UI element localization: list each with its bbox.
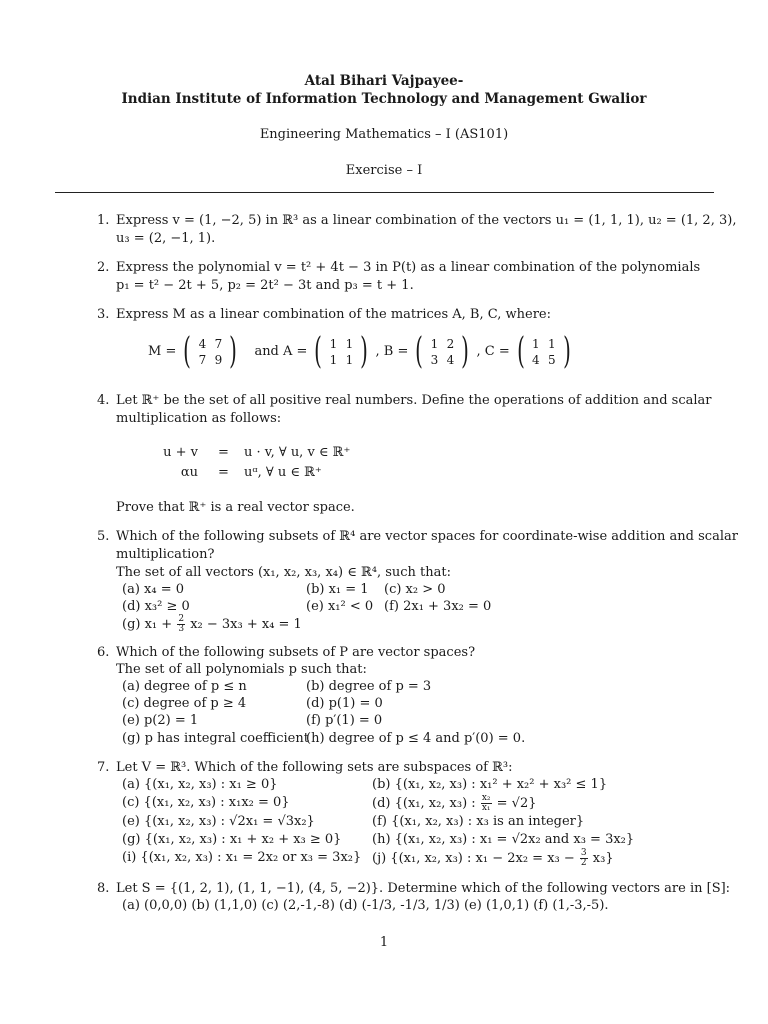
q7-j-suffix: x₃} [592, 851, 614, 866]
q7-option-g: (g) {(x₁, x₂, x₃) : x₁ + x₂ + x₃ ≥ 0} [122, 832, 342, 847]
q1-line-2: u₃ = (2, −1, 1). [116, 231, 216, 246]
q8-line-2: (a) (0,0,0) (b) (1,1,0) (c) (2,-1,-8) (d) (-1/3, -1/3, 1/3) (e) (1,0,1) (f) (1,-3,-5). [122, 898, 609, 913]
q1-line-1: Express v = (1, −2, 5) in ℝ³ as a linear combination of the vectors u₁ = (1, 1, 1), u₂ = (1, 2, 3), [116, 213, 737, 228]
q5-option-a: (a) x₄ = 0 [122, 582, 184, 597]
q7-number: 7. [97, 760, 110, 775]
q4-eq1-equals: = [218, 445, 229, 460]
matrix-entry: 4 [198, 337, 207, 351]
matrix-entry: 1 [329, 353, 338, 367]
matrix-entry: 7 [214, 337, 223, 351]
fraction-denominator: 2 [580, 858, 587, 868]
q7-option-j [372, 849, 614, 868]
q4-eq2-lhs: αu [180, 465, 198, 480]
q7-option-f: (f) {(x₁, x₂, x₃) : x₃ is an integer} [372, 814, 585, 829]
and-a-label: and A = [254, 344, 308, 359]
matrix-entry: 9 [214, 353, 223, 367]
q4-line-3: Prove that ℝ⁺ is a real vector space. [116, 500, 355, 515]
matrix-entry: 5 [547, 353, 556, 367]
fraction-numerator: x₂ [481, 793, 491, 803]
q4-line-1: Let ℝ⁺ be the set of all positive real numbers. Define the operations of addition and scalar [116, 393, 712, 408]
q7-option-c: (c) {(x₁, x₂, x₃) : x₁x₂ = 0} [122, 795, 290, 810]
q4-eq2-rhs: uᵅ, ∀ u ∈ ℝ⁺ [244, 465, 322, 480]
q4-eq2-equals: = [218, 465, 229, 480]
matrix-entry: 4 [531, 353, 540, 367]
q3-number: 3. [97, 307, 110, 322]
q7-j-prefix: (j) {(x₁, x₂, x₃) : x₁ − 2x₂ = x₃ − [372, 851, 575, 866]
q5-g-prefix: (g) x₁ + [122, 617, 173, 632]
fraction [177, 615, 185, 634]
matrix-entry: 1 [531, 337, 540, 351]
page-number: 1 [379, 935, 389, 950]
q7-line-1: Let V = ℝ³. Which of the following sets are subspaces of ℝ³: [116, 760, 513, 775]
matrix-equation [148, 331, 574, 372]
matrix-entry: 2 [446, 337, 455, 351]
q5-line-2: multiplication? [116, 547, 215, 562]
q7-option-h: (h) {(x₁, x₂, x₃) : x₁ = √2x₂ and x₃ = 3x₂} [372, 832, 635, 847]
course-title: Engineering Mathematics – I (AS101) [259, 127, 509, 142]
q5-option-b: (b) x₁ = 1 [306, 582, 369, 597]
q4-eq1-lhs: u + v [163, 445, 198, 460]
matrix-entry: 1 [329, 337, 338, 351]
q6-option-c: (c) degree of p ≥ 4 [122, 696, 247, 711]
q5-option-d: (d) x₃² ≥ 0 [122, 599, 190, 614]
matrix-m: ( 4 7 7 9 ) [183, 331, 238, 372]
institute-line-2: Indian Institute of Information Technology and Management Gwalior [121, 91, 647, 107]
q2-number: 2. [97, 260, 110, 275]
q5-option-f: (f) 2x₁ + 3x₂ = 0 [384, 599, 492, 614]
matrix-entry: 4 [446, 353, 455, 367]
q2-line-1: Express the polynomial v = t² + 4t − 3 in P(t) as a linear combination of the polynomials [116, 260, 701, 275]
q6-option-g: (g) p has integral coefficient [122, 731, 309, 746]
m-label: M = [148, 344, 177, 359]
q6-option-a: (a) degree of p ≤ n [122, 679, 247, 694]
q6-line-2: The set of all polynomials p such that: [116, 662, 367, 677]
b-label: , B = [375, 344, 409, 359]
q5-line-1: Which of the following subsets of ℝ⁴ are vector spaces for coordinate-wise addition and scalar [116, 529, 738, 544]
fraction [580, 849, 588, 868]
q6-line-1: Which of the following subsets of P are vector spaces? [116, 645, 476, 660]
q4-line-2: multiplication as follows: [116, 411, 282, 426]
c-label: , C = [476, 344, 510, 359]
q6-option-h: (h) degree of p ≤ 4 and p′(0) = 0. [306, 731, 526, 746]
q6-option-e: (e) p(2) = 1 [122, 713, 199, 728]
q5-option-e: (e) x₁² < 0 [306, 599, 374, 614]
matrix-c: ( 1 1 4 5 ) [516, 331, 571, 372]
matrix-entry: 1 [345, 337, 354, 351]
q5-option-c: (c) x₂ > 0 [384, 582, 446, 597]
institute-line-1: Atal Bihari Vajpayee- [304, 73, 464, 89]
q8-number: 8. [97, 881, 110, 896]
fraction [481, 794, 492, 813]
fraction-numerator: 2 [178, 614, 185, 624]
fraction-denominator: x₁ [481, 803, 491, 813]
q7-option-e: (e) {(x₁, x₂, x₃) : √2x₁ = √3x₂} [122, 814, 315, 829]
q7-d-prefix: (d) {(x₁, x₂, x₃) : [372, 796, 476, 811]
header-divider [55, 192, 714, 193]
q4-eq1-rhs: u · v, ∀ u, v ∈ ℝ⁺ [244, 445, 351, 460]
fraction-denominator: 3 [178, 624, 185, 634]
matrix-entry: 1 [547, 337, 556, 351]
q7-option-i: (i) {(x₁, x₂, x₃) : x₁ = 2x₂ or x₃ = 3x₂} [122, 850, 362, 865]
matrix-entry: 1 [430, 337, 439, 351]
q7-option-b: (b) {(x₁, x₂, x₃) : x₁² + x₂² + x₃² ≤ 1} [372, 777, 608, 792]
q3-line-1: Express M as a linear combination of the matrices A, B, C, where: [116, 307, 551, 322]
q5-number: 5. [97, 529, 110, 544]
matrix-entry: 1 [345, 353, 354, 367]
exercise-title: Exercise – I [345, 163, 423, 178]
fraction-numerator: 3 [580, 848, 587, 858]
q7-option-a: (a) {(x₁, x₂, x₃) : x₁ ≥ 0} [122, 777, 278, 792]
q6-option-b: (b) degree of p = 3 [306, 679, 432, 694]
q1-number: 1. [97, 213, 110, 228]
q4-number: 4. [97, 393, 110, 408]
q2-line-2: p₁ = t² − 2t + 5, p₂ = 2t² − 3t and p₃ = t + 1. [116, 278, 414, 293]
matrix-entry: 7 [198, 353, 207, 367]
q5-option-g [122, 615, 302, 634]
q7-d-suffix: = √2} [496, 796, 537, 811]
q6-number: 6. [97, 645, 110, 660]
q5-line-3: The set of all vectors (x₁, x₂, x₃, x₄) ∈ ℝ⁴, such that: [116, 565, 452, 580]
matrix-b: ( 1 2 3 4 ) [415, 331, 470, 372]
q5-g-suffix: x₂ − 3x₃ + x₄ = 1 [190, 617, 302, 632]
q6-option-f: (f) p′(1) = 0 [306, 713, 383, 728]
matrix-a: ( 1 1 1 1 ) [314, 331, 369, 372]
q8-line-1: Let S = {(1, 2, 1), (1, 1, −1), (4, 5, −2)}. Determine which of the following vectors are in [S]: [116, 881, 731, 896]
q6-option-d: (d) p(1) = 0 [306, 696, 383, 711]
matrix-entry: 3 [430, 353, 439, 367]
q7-option-d [372, 794, 537, 813]
